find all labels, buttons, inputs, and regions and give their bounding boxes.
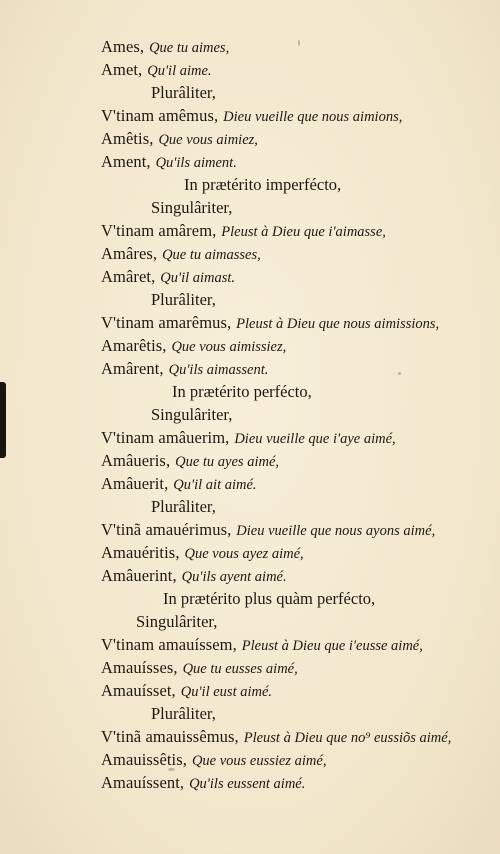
text-line <box>101 336 286 357</box>
french-gloss: Que vous aimiez, <box>158 132 258 148</box>
text-line <box>101 152 237 173</box>
french-gloss: Que tu aimasses, <box>162 247 261 263</box>
text-line <box>101 543 304 564</box>
section-heading: Singulâriter, <box>136 612 218 631</box>
text-line <box>101 727 451 748</box>
french-gloss: Qu'il aime. <box>147 63 212 79</box>
latin-form: Amâres, <box>101 244 158 263</box>
latin-form: Ament, <box>101 152 151 171</box>
latin-form: V'tinam amâuerim, <box>101 428 230 447</box>
latin-form: Amâuerit, <box>101 474 169 493</box>
latin-form: Amauéritis, <box>101 543 180 562</box>
ink-speck <box>298 40 300 46</box>
french-gloss: Que vous aimissiez, <box>171 339 287 355</box>
text-line <box>101 750 326 771</box>
section-heading: Plurâliter, <box>151 704 216 723</box>
text-line <box>101 129 258 150</box>
text-line <box>101 221 386 242</box>
french-gloss: Qu'ils aimassent. <box>168 362 269 378</box>
section-heading: Plurâliter, <box>151 83 216 102</box>
text-line <box>101 267 235 288</box>
latin-form: V'tinam amarêmus, <box>101 313 232 332</box>
text-line <box>101 520 435 541</box>
latin-form: Amauísses, <box>101 658 178 677</box>
section-heading: Plurâliter, <box>151 290 216 309</box>
text-line <box>101 313 439 334</box>
latin-form: Amarêtis, <box>101 336 167 355</box>
text-line <box>101 60 212 81</box>
french-gloss: Pleust à Dieu que i'aimasse, <box>221 224 386 240</box>
section-heading: In prætérito plus quàm perfécto, <box>163 589 376 608</box>
text-line <box>101 428 396 449</box>
latin-form: Amauíssent, <box>101 773 185 792</box>
text-line <box>101 566 287 587</box>
latin-form: Amâueris, <box>101 451 171 470</box>
section-heading: Plurâliter, <box>151 497 216 516</box>
section-heading: Singulâriter, <box>151 405 233 424</box>
french-gloss: Qu'ils eussent aimé. <box>189 776 306 792</box>
latin-form: Amâret, <box>101 267 156 286</box>
text-line <box>101 658 298 679</box>
french-gloss: Dieu vueille que i'aye aimé, <box>234 431 396 447</box>
ink-speck <box>398 372 401 375</box>
french-gloss: Que tu aimes, <box>149 40 230 56</box>
latin-form: V'tinam amauíssem, <box>101 635 237 654</box>
text-line <box>101 244 261 265</box>
section-heading: In prætérito perfécto, <box>172 382 312 401</box>
latin-form: Ames, <box>101 37 145 56</box>
text-line <box>101 359 268 380</box>
text-line <box>101 681 272 702</box>
latin-form: Amêtis, <box>101 129 154 148</box>
french-gloss: Qu'ils ayent aimé. <box>181 569 287 585</box>
french-gloss: Que tu eusses aimé, <box>182 661 298 677</box>
french-gloss: Dieu vueille que nous aimions, <box>223 109 403 125</box>
french-gloss: Pleust à Dieu que i'eusse aimé, <box>241 638 423 654</box>
french-gloss: Qu'il ait aimé. <box>173 477 257 493</box>
french-gloss: Pleust à Dieu que no⁹ eussiõs aimé, <box>243 730 452 746</box>
latin-form: V'tinam amârem, <box>101 221 217 240</box>
french-gloss: Qu'il eust aimé. <box>180 684 273 700</box>
latin-form: Amet, <box>101 60 143 79</box>
french-gloss: Qu'ils aiment. <box>155 155 237 171</box>
text-line <box>101 635 423 656</box>
section-heading: In prætérito imperfécto, <box>184 175 342 194</box>
section-heading: Singulâriter, <box>151 198 233 217</box>
latin-form: Amârent, <box>101 359 164 378</box>
latin-form: V'tinam amêmus, <box>101 106 219 125</box>
text-line <box>101 106 402 127</box>
latin-form: Amâuerint, <box>101 566 177 585</box>
french-gloss: Pleust à Dieu que nous aimissions, <box>236 316 440 332</box>
latin-form: V'tinã amauissêmus, <box>101 727 239 746</box>
french-gloss: Que vous ayez aimé, <box>184 546 304 562</box>
latin-form: Amauissêtis, <box>101 750 187 769</box>
french-gloss: Que vous eussiez aimé, <box>191 753 327 769</box>
french-gloss: Que tu ayes aimé, <box>175 454 280 470</box>
latin-form: Amauísset, <box>101 681 176 700</box>
text-line <box>101 773 305 794</box>
latin-form: V'tinã amauérimus, <box>101 520 232 539</box>
page-edge-mark <box>0 382 6 458</box>
french-gloss: Dieu vueille que nous ayons aimé, <box>236 523 436 539</box>
text-line <box>101 474 257 495</box>
text-line <box>101 451 279 472</box>
text-line <box>101 37 229 58</box>
french-gloss: Qu'il aimast. <box>160 270 236 286</box>
